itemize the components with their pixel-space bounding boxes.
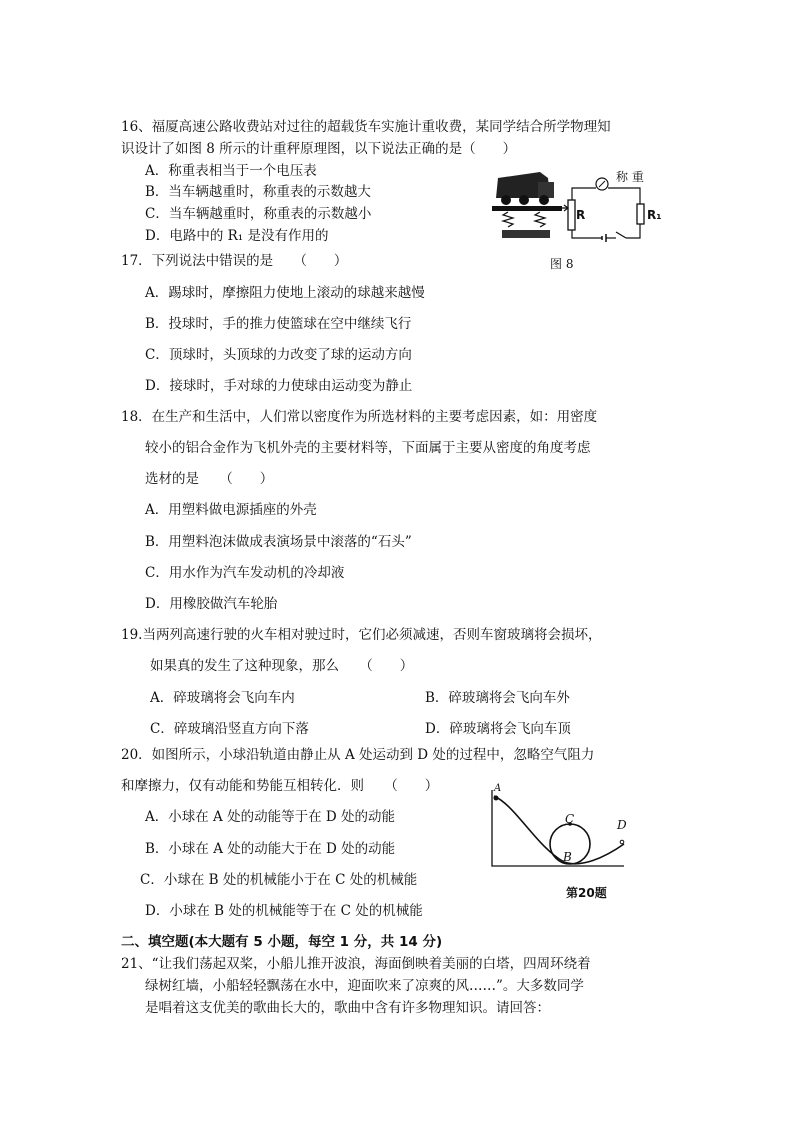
q16-option-a: A．称重表相当于一个电压表 [145, 163, 317, 179]
q20-option-b: B．小球在 A 处的动能大于在 D 处的动能 [145, 841, 396, 857]
fig20-label-c: C [565, 812, 575, 826]
loop-track-figure [486, 786, 636, 870]
q17-option-b: B．投球时，手的推力使篮球在空中继续飞行 [145, 316, 412, 332]
q19-stem-line1: 19.当两列高速行驶的火车相对驶过时，它们必须减速，否则车窗玻璃将会损坏， [121, 627, 602, 643]
ball-icon [494, 796, 499, 801]
battery-icon [602, 234, 606, 242]
q21-line1: 21、“让我们荡起双桨，小船儿推开波浪，海面倒映着美丽的白塔，四周环绕着 [121, 956, 591, 972]
fig8-r1-label: R₁ [647, 208, 662, 222]
q19-option-d: D．碎玻璃将会飞向车顶 [425, 721, 571, 737]
section2-heading: 二、填空题(本大题有 5 小题，每空 1 分，共 14 分) [121, 934, 443, 950]
fig8-caption: 图 8 [550, 257, 574, 271]
q20-stem-line1: 20．如图所示，小球沿轨道由静止从 A 处运动到 D 处的过程中，忽略空气阻力 [121, 747, 595, 763]
q19-stem-line2: 如果真的发生了这种现象，那么 （ ） [150, 658, 414, 674]
fig20-label-d: D [617, 818, 627, 832]
resistor-r1 [637, 204, 644, 224]
fig20-label-b: B [563, 850, 572, 864]
q18-option-c: C．用水作为汽车发动机的冷却液 [145, 565, 345, 581]
switch-icon [616, 232, 626, 238]
q18-stem-line2: 较小的铝合金作为飞机外壳的主要材料等，下面属于主要从密度的角度考虑 [145, 440, 591, 456]
fig8-r-label: R [576, 208, 586, 222]
spring-right [535, 212, 545, 227]
fig8-meter-label: 称 重 [616, 170, 644, 184]
q20-option-c: C．小球在 B 处的机械能小于在 C 处的机械能 [140, 872, 418, 888]
q18-option-d: D．用橡胶做汽车轮胎 [145, 596, 278, 612]
scale-base [502, 230, 550, 238]
q16-stem-line2: 识设计了如图 8 所示的计重秤原理图，以下说法正确的是（ ） [121, 141, 517, 157]
resistor-r [568, 200, 575, 230]
q17-option-d: D．接球时，手对球的力使球由运动变为静止 [145, 378, 413, 394]
fig20-label-a: A [494, 783, 502, 794]
q19-option-b: B．碎玻璃将会飞向车外 [425, 690, 570, 706]
q20-option-a: A．小球在 A 处的动能等于在 D 处的动能 [145, 809, 395, 825]
q20-stem-line2: 和摩擦力，仅有动能和势能互相转化．则 （ ） [121, 778, 439, 794]
q17-option-a: A．踢球时，摩擦阻力使地上滚动的球越来越慢 [145, 285, 425, 301]
spring-left [503, 212, 513, 227]
truck-icon [496, 172, 554, 205]
q19-option-a: A．碎玻璃将会飞向车内 [150, 690, 295, 706]
q18-option-a: A．用塑料做电源插座的外壳 [145, 502, 317, 518]
track-curve [494, 796, 624, 864]
q21-line3: 是唱着这支优美的歌曲长大的，歌曲中含有许多物理知识。请回答： [145, 1000, 550, 1016]
q17-stem: 17．下列说法中错误的是 （ ） [121, 253, 348, 269]
q20-option-d: D．小球在 B 处的机械能等于在 C 处的机械能 [145, 903, 423, 919]
q16-option-b: B．当车辆越重时，称重表的示数越大 [145, 184, 371, 200]
q16-stem-line1: 16、福厦高速公路收费站对过往的超载货车实施计重收费，某同学结合所学物理知 [121, 119, 611, 135]
q16-option-c: C．当车辆越重时，称重表的示数越小 [145, 206, 372, 222]
q16-option-d: D．电路中的 R₁ 是没有作用的 [145, 228, 329, 244]
q18-option-b: B．用塑料泡沫做成表演场景中滚落的“石头” [145, 534, 412, 550]
q18-stem-line3: 选材的是 （ ） [145, 471, 274, 487]
q17-option-c: C．顶球时，头顶球的力改变了球的运动方向 [145, 347, 412, 363]
q19-option-c: C．碎玻璃沿竖直方向下落 [150, 721, 309, 737]
scale-platform [492, 206, 562, 211]
q21-line2: 绿树红墙，小船轻轻飘荡在水中，迎面吹来了凉爽的风……”。大多数同学 [145, 978, 584, 994]
fig20-caption: 第20题 [566, 886, 607, 900]
q18-stem-line1: 18．在生产和生活中，人们常以密度作为所选材料的主要考虑因素，如：用密度 [121, 409, 598, 425]
